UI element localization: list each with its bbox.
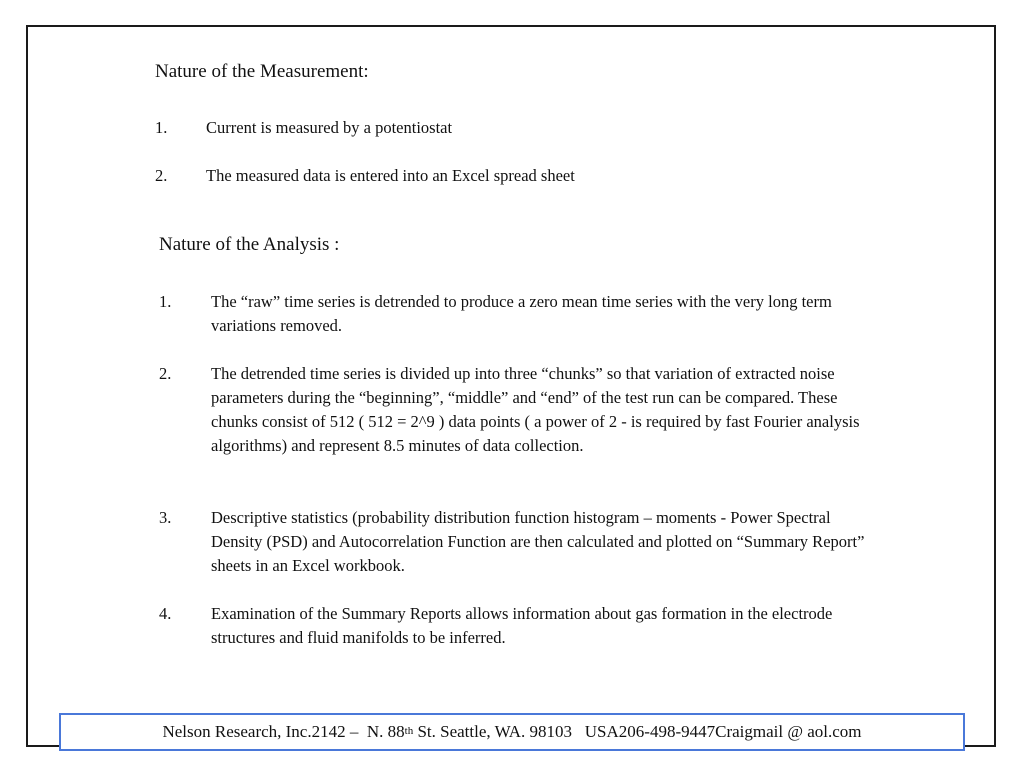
item-text: Current is measured by a potentiostat bbox=[206, 118, 453, 137]
measurement-heading: Nature of the Measurement: bbox=[155, 61, 369, 82]
item-text: The “raw” time series is detrended to produce a zero mean time series with the very long term variations removed. bbox=[211, 292, 832, 335]
item-number: 1. bbox=[155, 118, 168, 137]
analysis-heading: Nature of the Analysis : bbox=[159, 234, 340, 255]
item-number: 2. bbox=[159, 364, 172, 383]
item-number: 3. bbox=[159, 508, 172, 527]
item-number: 1. bbox=[159, 292, 172, 311]
footer-address-pre: 2142 – N. 88 bbox=[311, 722, 405, 741]
item-text: The detrended time series is divided up into three “chunks” so that variation of extracted noise parameters during the “beginning”, “middle” and “end” of the test run can be compared. These chunks consist of 512 ( 512 = 2^9 ) data points ( a power of 2 - is required by fast Fourier analysis algorithms) and represent 8.5 minutes of data collection. bbox=[211, 364, 860, 455]
footer-contact-bar: Nelson Research, Inc. 2142 – N. 88 $^{th}$ St. Seattle, WA. 98103 USA 206-498-9447 Craigmail @ aol.com bbox=[59, 713, 965, 751]
item-number: 4. bbox=[159, 604, 172, 623]
footer-email: Craigmail @ aol.com bbox=[715, 722, 862, 741]
item-text: The measured data is entered into an Excel spread sheet bbox=[206, 166, 575, 185]
footer-address-post: St. Seattle, WA. 98103 USA bbox=[413, 722, 619, 741]
item-number: 2. bbox=[155, 166, 168, 185]
footer-phone: 206-498-9447 bbox=[618, 722, 716, 741]
footer-company: Nelson Research, Inc. bbox=[162, 722, 312, 741]
item-text: Examination of the Summary Reports allows information about gas formation in the electrode structures and fluid manifolds to be inferred. bbox=[211, 604, 833, 647]
item-text: Descriptive statistics (probability distribution function histogram – moments - Power Spectral Density (PSD) and Autocorrelation Function are then calculated and plotted on “Summary Report” sheets in an Excel workbook. bbox=[211, 508, 865, 575]
